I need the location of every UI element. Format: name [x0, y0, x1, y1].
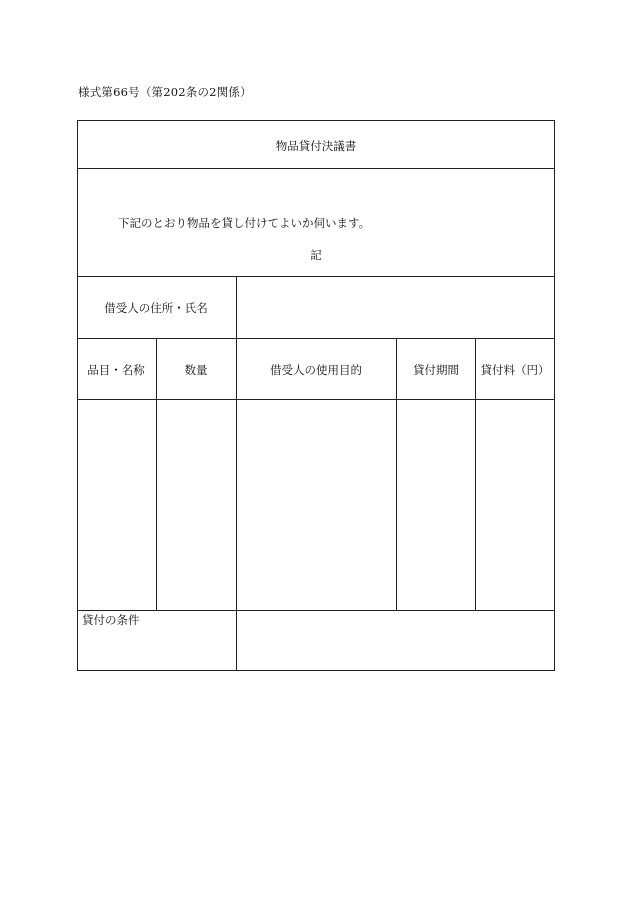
col-fee: 貸付料（円） — [480, 363, 550, 377]
fee-cell[interactable] — [476, 400, 554, 609]
item-name-cell[interactable] — [78, 400, 155, 609]
form-number: 様式第66号（第202条の2関係） — [78, 85, 252, 99]
col-item-name: 品目・名称 — [87, 363, 145, 377]
request-statement: 下記のとおり物品を貸し付けてよいか伺います。 — [118, 216, 371, 230]
col-quantity: 数量 — [184, 363, 208, 377]
ki-heading: 記 — [310, 248, 322, 262]
form-title: 物品貸付決議書 — [275, 139, 357, 153]
borrower-label: 借受人の住所・氏名 — [104, 301, 208, 315]
col-purpose: 借受人の使用目的 — [270, 363, 362, 377]
conditions-label: 貸付の条件 — [82, 613, 140, 627]
col-period: 貸付期間 — [413, 363, 459, 377]
quantity-cell[interactable] — [157, 400, 235, 609]
conditions-field[interactable] — [237, 611, 554, 670]
divider — [77, 338, 555, 339]
period-cell[interactable] — [397, 400, 474, 609]
purpose-cell[interactable] — [237, 400, 395, 609]
divider — [77, 168, 555, 169]
borrower-field[interactable] — [237, 277, 554, 337]
